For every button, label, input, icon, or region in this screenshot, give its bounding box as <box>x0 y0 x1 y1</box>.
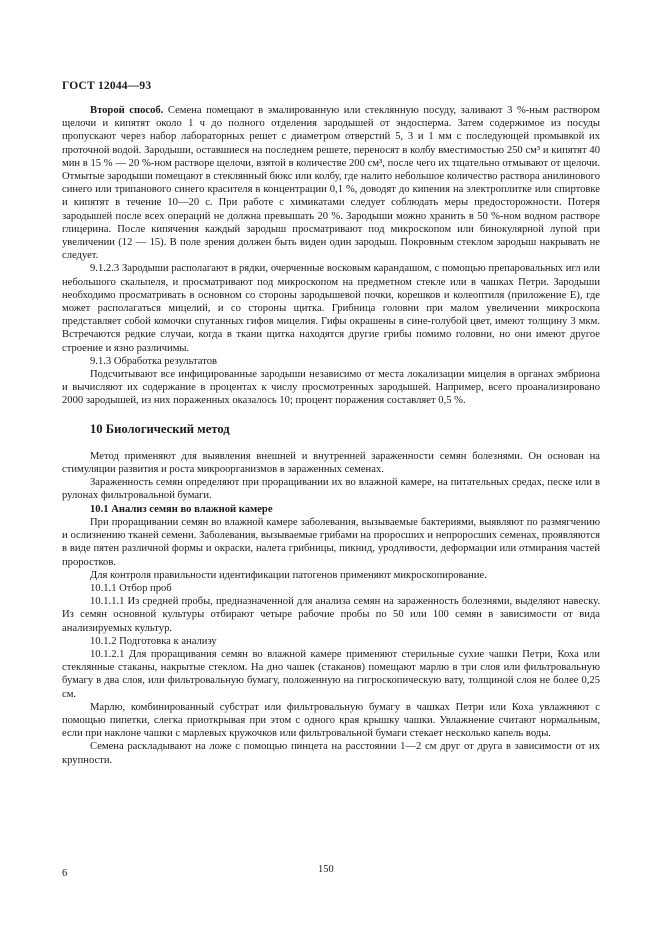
paragraph: Подсчитывают все инфицированные зародыши независимо от места локализации мицелия в органах эмбриона и вычисляют их содержание в процентах к числу просмотренных зародышей. Например, всего проанализировано 2000 зародышей, из них пораженных оказалось 10; процент поражения составляет 0,5 %. <box>62 369 600 407</box>
paragraph: Зараженность семян определяют при проращивании их во влажной камере, на питательных средах, песке или в рулонах фильтровальной бумаги. <box>62 477 600 502</box>
paragraph: 10.1.2 Подготовка к анализу <box>90 635 217 647</box>
paragraph: 9.1.2.3 Зародыши располагают в рядки, очерченные восковым карандашом, с помощью препаровальных игл или небольшого скальпеля, и просматривают под микроскопом на предметном стекле или в чашках Петри. Зародыши необходимо просматривать в основном со стороны зародышевой почки, корешков и колеоптиля (приложение Е), где может располагаться мицелий, и со стороны щитка. Грибница головни при малом увеличении микроскопа представляет собой комочки спутанных гифов мицелия. Гифы окрашены в сине-голубой цвет, имеют толщину 3 мкм. Встречаются редкие случаи, когда в ткани щитка находятся другие грибы помимо головни, но они имеют другое строение и язно различимы. <box>62 263 600 354</box>
paragraph: Для контроля правильности идентификации патогенов применяют микроскопирование. <box>90 569 487 581</box>
paragraph: 10.1.1 Отбор проб <box>90 582 172 594</box>
paragraph: 9.1.3 Обработка результатов <box>90 355 217 367</box>
paragraph: Метод применяют для выявления внешней и внутренней зараженности семян болезнями. Он основан на стимуляции развития и роста микроорганизмов в зараженных семенах. <box>62 450 600 476</box>
paragraph-lead: Второй способ. <box>90 105 164 116</box>
section-title: 10 Биологический метод <box>90 421 230 436</box>
page-number-center: 150 <box>318 864 334 875</box>
paragraph: При проращивании семян во влажной камере заболевания, вызываемые бактериями, выявляют по размягчению и ослизнению тканей семени. Заболевания, вызываемые грибами на проросших и непроросших семенах, проявляются в виде пятен различной формы и окраски, налета грибницы, пикнид, уродливости, деформации или отмирания частей проростков. <box>62 516 600 568</box>
paragraph <box>62 104 600 262</box>
paragraph-text: Семена помещают в эмалированную или стеклянную посуду, заливают 3 %-ным раствором щелочи и кипятят около 1 ч до полного отделения зародышей от эндосперма. Затем содержимое из посуды пропускают через набор лабораторных решет с диаметром отверстий 5, 3 и 1 мм с последующей промывкой их проточной водой. Зародыши, оставшиеся на последнем решете, переносят в колбу вместимостью 250 см³ и кипятят 40 мин в 15 % — 20 %-ном растворе щелочи, взятой в количестве 200 см³, после чего их тщательно отмывают от щелочи. Отмытые зародыши помещают в стеклянный бюкс или колбу, где налито небольшое количество раствора анилинового синего или трипанового синего красителя в концентрации 0,1 %, доводят до кипения на электроплитке или спиртовке и кипятят в течение 10—20 с. При работе с химикатами следует соблюдать меры предосторожности. Потеря зародышей после всех операций не должна превышать 20 %. Зародыши можно хранить в 50 %-ном водном растворе глицерина. После кипячения каждый зародыш просматривают под микроскопом или бинокулярной лупой при увеличении (12 — 15). В поле зрения должен быть виден один зародыш. Покровным стеклом зародыш накрывать не следует. <box>62 105 600 262</box>
subsection-title: 10.1 Анализ семян во влажной камере <box>90 503 273 515</box>
paragraph: Семена раскладывают на ложе с помощью пинцета на расстоянии 1—2 см друг от друга в зависимости от их крупности. <box>62 741 600 766</box>
paragraph: Марлю, комбинированный субстрат или фильтровальную бумагу в чашках Петри или Коха увлажняют с помощью пипетки, слегка приоткрывая при этом с одного края крышку чашки. Увлажнение считают нормальным, если при наклоне чашки с марлевых кружочков или фильтровальной бумаги стекает несколько капель воды. <box>62 701 600 740</box>
paragraph: 10.1.1.1 Из средней пробы, предназначенной для анализа семян на зараженность болезнями, выделяют навеску. Из семян основной культуры отбирают четыре рабочие пробы по 50 или 100 семян в зависимости от вида анализируемых культур. <box>62 596 600 634</box>
paragraph: 10.1.2.1 Для проращивания семян во влажной камере применяют стерильные сухие чашки Петри, Коха или стеклянные стаканы, накрытые стеклом. На дно чашек (стаканов) помещают марлю в три слоя или фильтровальную бумагу в два слоя, или фильтровальную бумагу, положенную на гигроскопическую вату, толщиной слоя не более 0,25 см. <box>62 648 600 700</box>
document-header: ГОСТ 12044—93 <box>62 80 152 92</box>
subsection-title-row <box>62 503 600 516</box>
document-body <box>62 104 600 767</box>
page-number-left: 6 <box>62 868 68 879</box>
